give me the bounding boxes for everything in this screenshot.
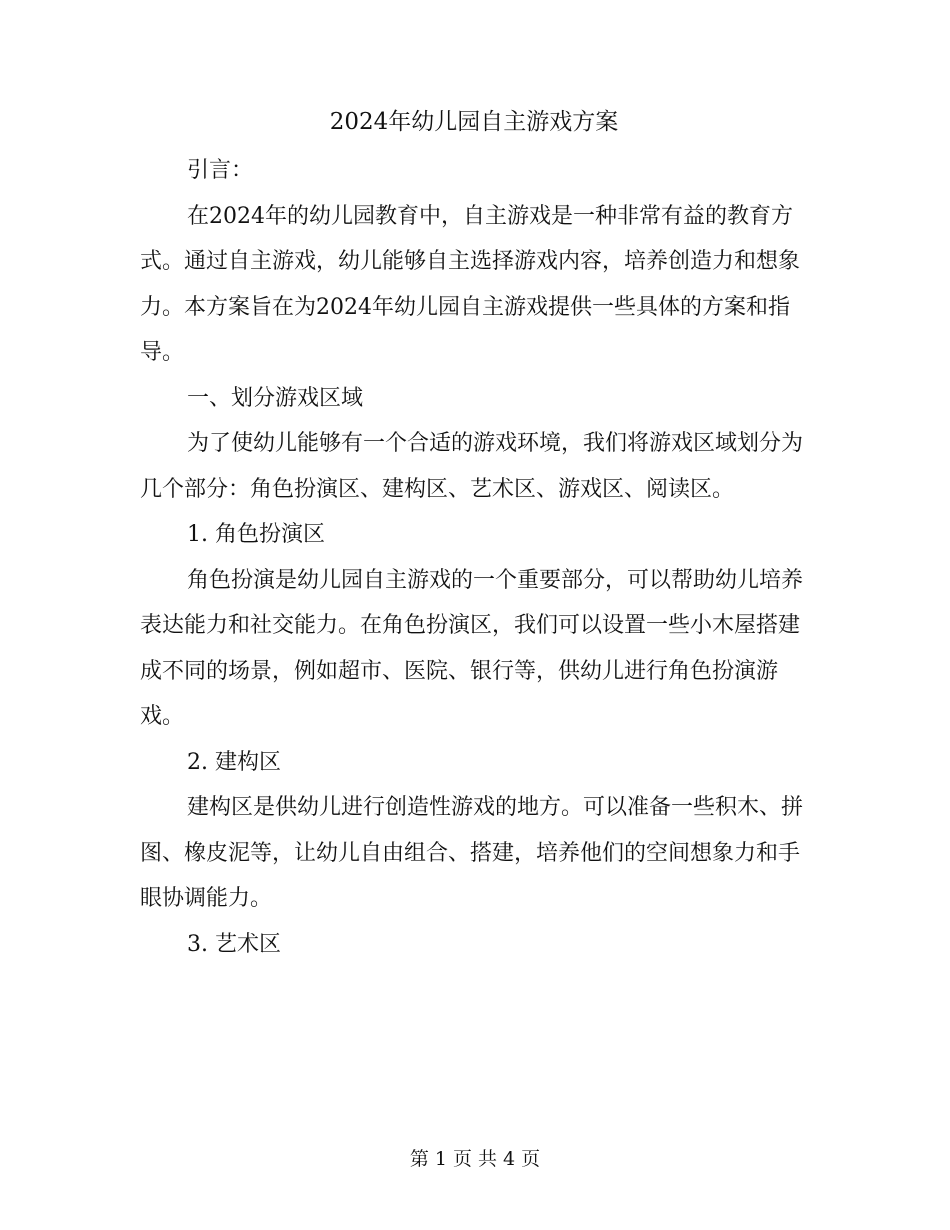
role-play-paragraph: 角色扮演是幼儿园自主游戏的一个重要部分，可以帮助幼儿培养表达能力和社交能力。在角色扮演区，我们可以设置一些小木屋搭建成不同的场景，例如超市、医院、银行等，供幼儿进行角色扮演游戏。 [140, 567, 804, 729]
page-footer: 第 1 页 共 4 页 [409, 1148, 541, 1170]
intro-heading: 引言： [187, 158, 254, 183]
construction-paragraph: 建构区是供幼儿进行创造性游戏的地方。可以准备一些积木、拼图、橡皮泥等，让幼儿自由组合、搭建，培养他们的空间想象力和手眼协调能力。 [140, 795, 804, 911]
zones-paragraph: 为了使幼儿能够有一个合适的游戏环境，我们将游戏区域划分为几个部分：角色扮演区、建构区、艺术区、游戏区、阅读区。 [140, 431, 804, 502]
intro-paragraph: 在2024年的幼儿园教育中，自主游戏是一种非常有益的教育方式。通过自主游戏，幼儿能够自主选择游戏内容，培养创造力和想象力。本方案旨在为2024年幼儿园自主游戏提供一些具体的方案和指导。 [140, 203, 801, 365]
document-title: 2024年幼儿园自主游戏方案 [329, 109, 619, 135]
subsection-heading-construction: 2. 建构区 [187, 749, 281, 775]
subsection-heading-role-play: 1. 角色扮演区 [187, 522, 325, 547]
document-body [140, 102, 808, 967]
section-heading-zones: 一、划分游戏区域 [187, 385, 364, 411]
subsection-heading-art: 3. 艺术区 [187, 931, 281, 957]
